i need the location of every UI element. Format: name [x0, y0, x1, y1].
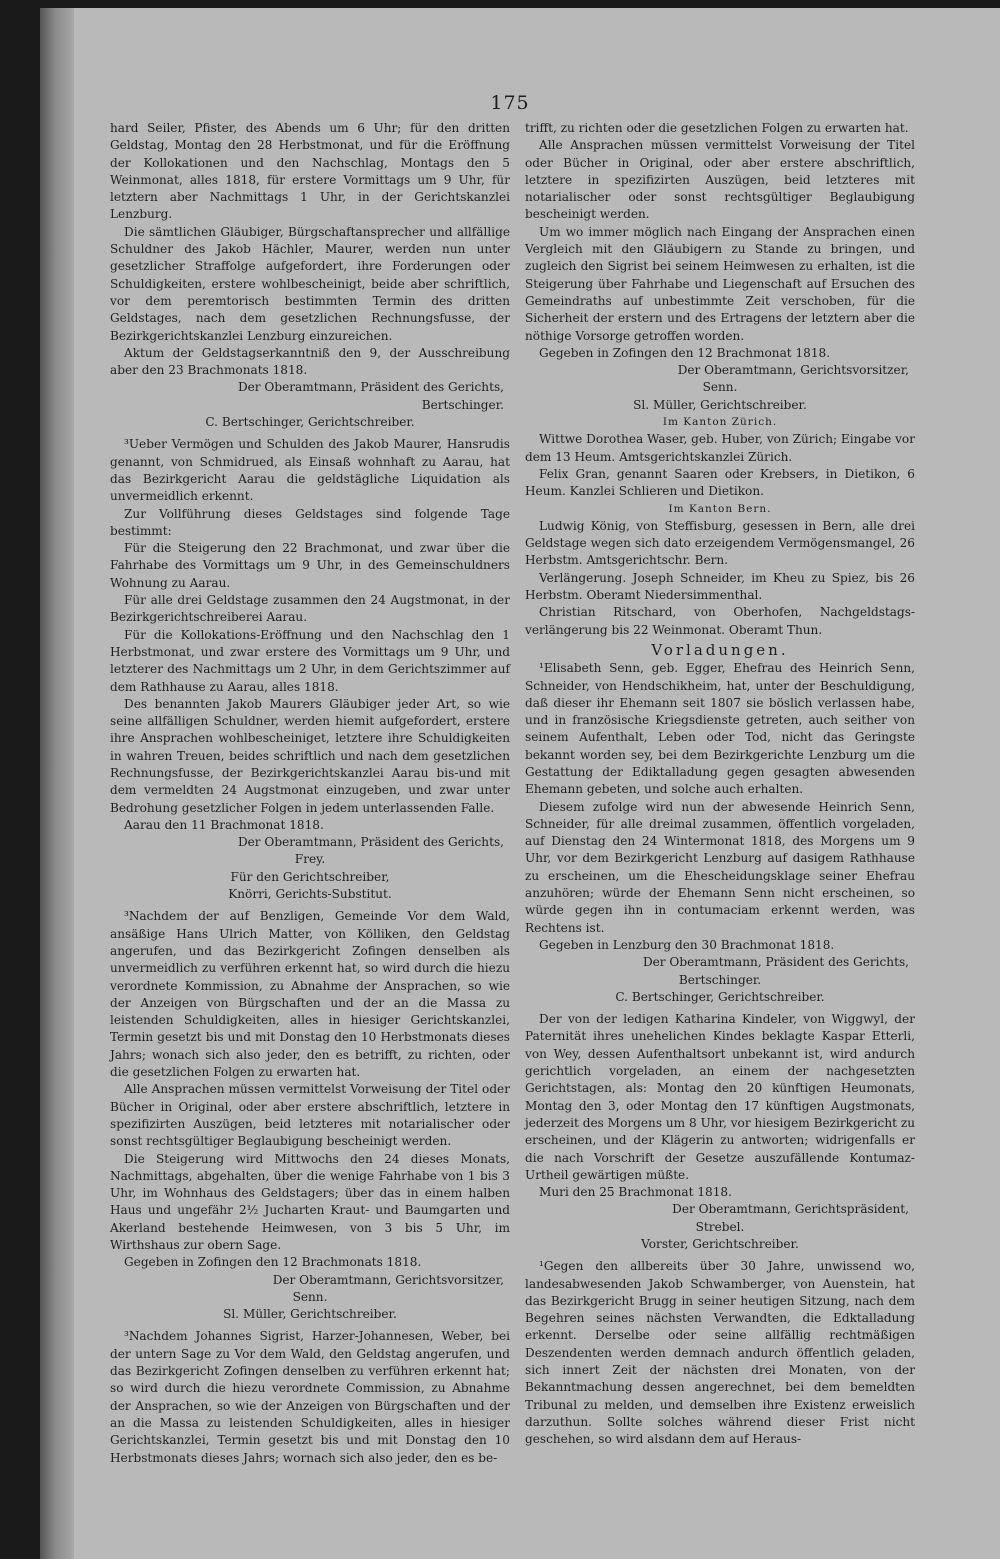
newspaper-page	[40, 8, 1000, 1559]
signature-line: Der Oberamtmann, Gerichtsvorsitzer,	[677, 363, 909, 378]
notice-paragraph: ³Nachdem der auf Benzligen, Gemeinde Vor dem Wald, ansäßige Hans Ulrich Matter, von Kölliken, den Geldstag angerufen, und das Bezirkgericht Zofingen denselben als unvermeidlich zu verführen erkennt hat, so wird durch die hiezu verordnete Kommission, zu Abnahme der Ansprachen, so wie der Anzeigen von Bürgschaften und der an die Massa zu leistenden Schuldigkeiten, alles in hiesiger Gerichtskanzlei, Termin gesetzt bis und mit Donstag den 10 Herbstmonats dieses Jahrs; wonach sich also jeder, den es betrifft, zu richten, oder die gesetzlichen Folgen zu erwarten hat.	[110, 909, 510, 1080]
paragraph: Für die Kollokations-Eröffnung und den Nachschlag den 1 Herbstmonat, und zwar erstere des Vormittags um 9 Uhr, und letzterer des Nachmittags um 2 Uhr, in dem Gerichtszimmer auf dem Rathhause zu Aarau, alles 1818.	[110, 627, 510, 694]
left-column	[110, 120, 510, 1530]
notice-paragraph: ³Ueber Vermögen und Schulden des Jakob Maurer, Hansrudis genannt, von Schmidrued, als Einsaß wohnhaft zu Aarau, hat das Bezirkgericht Aarau die geldstägliche Liquidation als unvermeidlich erkennt.	[110, 437, 510, 504]
paragraph: Wittwe Dorothea Waser, geb. Huber, von Zürich; Eingabe vor dem 13 Heum. Amtsgerichtskanzlei Zürich.	[525, 432, 915, 464]
signature-clerk: Knörri, Gerichts-Substitut.	[228, 887, 392, 902]
section-heading: Vorladungen.	[651, 640, 789, 659]
signature-name: Bertschinger.	[421, 397, 504, 412]
signature-clerk: Vorster, Gerichtschreiber.	[641, 1237, 799, 1251]
paragraph: hard Seiler, Pfister, des Abends um 6 Uhr; für den dritten Geldstag, Montag den 28 Herbstmonat, und für die Eröffnung der Kollokationen und den Nachschlag, Montags den 5 Weinmonat, alles 1818, für erstere Vormittags um 9 Uhr, für letztern aber Nachmittags 1 Uhr, in der Gerichtskanzlei Lenzburg.	[110, 121, 510, 222]
paragraph: Für alle drei Geldstage zusammen den 24 Augstmonat, in der Bezirkgerichtschreiberei Aarau.	[110, 593, 510, 625]
paragraph: Alle Ansprachen müssen vermittelst Vorweisung der Titel oder Bücher in Original, oder aber erstere abschriftlich, letztere in spezifizirten Auszügen, beid letzteres mit notarialischer oder sonst rechtsgültiger Beglaubigung bescheinigt werden.	[525, 138, 915, 222]
signature-name: Bertschinger.	[678, 972, 762, 987]
paragraph: Für die Steigerung den 22 Brachmonat, und zwar über die Fahrhabe des Vormittags um 9 Uhr, in des Gemeinschuldners Wohnung zu Aarau.	[110, 541, 510, 590]
paragraph: Aktum der Geldstagserkanntniß den 9, der Ausschreibung aber den 23 Brachmonats 1818.	[110, 345, 510, 378]
signature-name: Senn.	[292, 1289, 328, 1304]
paragraph: Diesem zufolge wird nun der abwesende Heinrich Senn, Schneider, für alle dreimal zusammen, öffentlich vorgeladen, auf Dienstag den 24 Wintermonat 1818, des Morgens um 9 Uhr, vor dem Bezirkgericht Lenzburg auf dasigem Rathhause zu erscheinen, um die Ehescheidungsklage seiner Ehefrau anzuhören; würde der Ehemann Senn nicht erscheinen, so würde gegen ihn in contumaciam erkennt werden, was Rechtens ist.	[525, 799, 915, 935]
signature-line: Der Oberamtmann, Gerichtspräsident,	[672, 1202, 909, 1217]
signature-line: Der Oberamtmann, Präsident des Gerichts,	[237, 380, 504, 395]
paragraph: Die Steigerung wird Mittwochs den 24 dieses Monats, Nachmittags, abgehalten, über die wenige Fahrhabe von 1 bis 3 Uhr, im Wohnhaus des Geldstagers; über das in einem halben Haus und ungefähr 2½ Jucharten Kraut- und Baumgarten und Akerland bestehende Heimwesen, von 3 bis 5 Uhr, im Wirthshaus zur obern Sage.	[110, 1151, 510, 1252]
paragraph: Christian Ritschard, von Oberhofen, Nachgeldstags-verlängerung bis 22 Weinmonat. Oberamt Thun.	[525, 605, 915, 637]
date-line: Gegeben in Zofingen den 12 Brachmonat 1818.	[539, 345, 831, 360]
page-number: 175	[490, 92, 530, 114]
signature-clerk: Sl. Müller, Gerichtschreiber.	[223, 1307, 397, 1322]
notice-paragraph: ³Nachdem Johannes Sigrist, Harzer-Johannesen, Weber, bei der untern Sage zu Vor dem Wald, den Geldstag angerufen, und das Bezirkgericht Zofingen denselben zu verführen erkennt hat; so wird durch die hiezu verordnete Commission, zu Abnahme der Ansprachen, so wie der Anzeigen von Bürgschaften und der an die Massa zu leistenden Schuldigkeiten, alles in hiesiger Gerichtskanzlei, Termin gesetzt bis und mit Donstag den 10 Herbstmonats dieses Jahrs; wornach sich also jeder, den es be-	[110, 1329, 510, 1465]
signature-clerk: C. Bertschinger, Gerichtschreiber.	[615, 989, 825, 1004]
paragraph: Felix Gran, genannt Saaren oder Krebsers, in Dietikon, 6 Heum. Kanzlei Schlieren und Dietikon.	[525, 466, 915, 499]
signature-line: Der Oberamtmann, Präsident des Gerichts,	[642, 955, 909, 970]
paragraph: Um wo immer möglich nach Eingang der Ansprachen einen Vergleich mit den Gläubigern zu Stande zu bringen, und zugleich den Sigrist bei seinem Heimwesen zu erhalten, ist die Steigerung über Fahrhabe und Liegenschaft auf Ersuchen des Gemeindraths auf unbestimmte Zeit verschoben, für die Sicherheit der erstern und des Ertragens der letztern aber die nöthige Vorsorge getroffen worden.	[525, 224, 915, 343]
paragraph: Des benannten Jakob Maurers Gläubiger jeder Art, so wie seine allfälligen Schuldner, werden hiemit aufgefordert, erstere ihre Ansprachen wohlbescheiniget, letztere ihre Schuldigkeiten in wahren Treuen, beides schriftlich und nach dem gesetzlichen Rechnungsfusse, der Bezirkgerichtskanzlei Aarau bis-und mit dem vermeldten 24 Augstmonat einzugeben, und zwar unter Bedrohung gesetzlicher Folgen in jedem unterlassenden Falle.	[110, 696, 510, 815]
paragraph: Zur Vollführung dieses Geldstages sind folgende Tage bestimmt:	[110, 506, 510, 538]
date-line: Aarau den 11 Brachmonat 1818.	[124, 817, 324, 832]
canton-heading: Im Kanton Bern.	[668, 502, 772, 515]
signature-name: Senn.	[702, 380, 738, 395]
paragraph: trifft, zu richten oder die gesetzlichen Folgen zu erwarten hat.	[525, 121, 909, 135]
paragraph: Alle Ansprachen müssen vermittelst Vorweisung der Titel oder Bücher in Original, oder aber erstere abschriftlich, letztere in spezifizirten Auszügen, beid letzteres mit notarialischer oder sonst rechtsgültiger Beglaubigung bescheinigt werden.	[110, 1082, 510, 1149]
canton-heading: Im Kanton Zürich.	[662, 416, 778, 429]
notice-paragraph: ¹Gegen den allbereits über 30 Jahre, unwissend wo, landesabwesenden Jakob Schwamberger, von Auenstein, hat das Bezirkgericht Brugg in seiner heutigen Sitzung, nach dem Begehren seines nächsten Verwandten, die Edktalladung erkennt. Derselbe oder seine allfällig rechtmäßigen Deszendenten werden demnach andurch öffentlich geladen, sich innert Zeit der nächsten drei Monaten, von der Bekanntmachung dessen angerechnet, bei dem bemeldten Tribunal zu melden, und demselben ihre Existenz erweislich darzuthun. Sollte solches während dieser Frist nicht geschehen, so wird alsdann dem auf Heraus-	[525, 1259, 915, 1447]
paragraph: Ludwig König, von Steffisburg, gesessen in Bern, alle drei Geldstage wegen sich dato erzeigendem Vermögensmangel, 26 Herbstm. Amtsgerichtschr. Bern.	[525, 518, 915, 568]
signature-clerk: Sl. Müller, Gerichtschreiber.	[633, 397, 807, 412]
date-line: Gegeben in Lenzburg den 30 Brachmonat 1818.	[539, 937, 835, 952]
signature-line: Der Oberamtmann, Präsident des Gerichts,	[237, 835, 504, 850]
date-line: Gegeben in Zofingen den 12 Brachmonats 1818.	[124, 1255, 422, 1270]
right-column	[525, 120, 915, 1447]
signature-line: Der Oberamtmann, Gerichtsvorsitzer,	[272, 1272, 504, 1287]
book-spine-shadow	[40, 8, 74, 1559]
notice-paragraph: Der von der ledigen Katharina Kindeler, von Wiggwyl, der Paternität ihres unehelichen Kindes beklagte Kaspar Etterli, von Wey, dessen Aufenthaltsort unbekannt ist, wird andurch gerichtlich vorgeladen, an einem der nachgesetzten Gerichtstagen, als: Montag den 20 künftigen Heumonats, Montag den 3, oder Montag den 17 künftigen Augstmonats, jederzeit des Morgens um 8 Uhr, vor hiesigem Bezirkgericht zu erscheinen, und der Klägerin zu antworten; widrigenfalls er die nach Vorschrift der Gesetze auszufällende Kontumaz-Urtheil gewärtigen müßte.	[525, 1012, 915, 1182]
paragraph: Die sämtlichen Gläubiger, Bürgschaftansprecher und allfällige Schuldner des Jakob Hächler, Maurer, werden nun unter gesetzlicher Straffolge aufgefordert, ihre Forderungen oder Schuldigkeiten, erstere wohlbescheinigt, beide aber schriftlich, vor dem peremtorisch bestimmten Termin des dritten Geldstages, nach dem gesetzlichen Rechnungsfusse, der Bezirkgerichtskanzlei Lenzburg einzureichen.	[110, 224, 510, 343]
date-line: Muri den 25 Brachmonat 1818.	[539, 1185, 732, 1200]
notice-paragraph: ¹Elisabeth Senn, geb. Egger, Ehefrau des Heinrich Senn, Schneider, von Hendschikheim, hat, unter der Beschuldigung, daß dieser ihr Ehemann seit 1807 sie böslich verlassen habe, und in französische Kriegsdienste getreten, auch seither von seinem Aufenthalt, Leben oder Tod, nicht das Geringste bekannt worden sey, bei dem Bezirkgerichte Lenzburg um die Gestattung der Ediktalladung gegen gesagten abwesenden Ehemann gebeten, und solche auch erhalten.	[525, 661, 915, 797]
paragraph: Verlängerung. Joseph Schneider, im Kheu zu Spiez, bis 26 Herbstm. Oberamt Niedersimmenthal.	[525, 570, 915, 603]
signature-name: Strebel.	[695, 1219, 745, 1234]
signature-name: Frey.	[294, 852, 326, 867]
signature-clerk: C. Bertschinger, Gerichtschreiber.	[205, 415, 415, 430]
signature-line: Für den Gerichtschreiber,	[230, 869, 390, 884]
